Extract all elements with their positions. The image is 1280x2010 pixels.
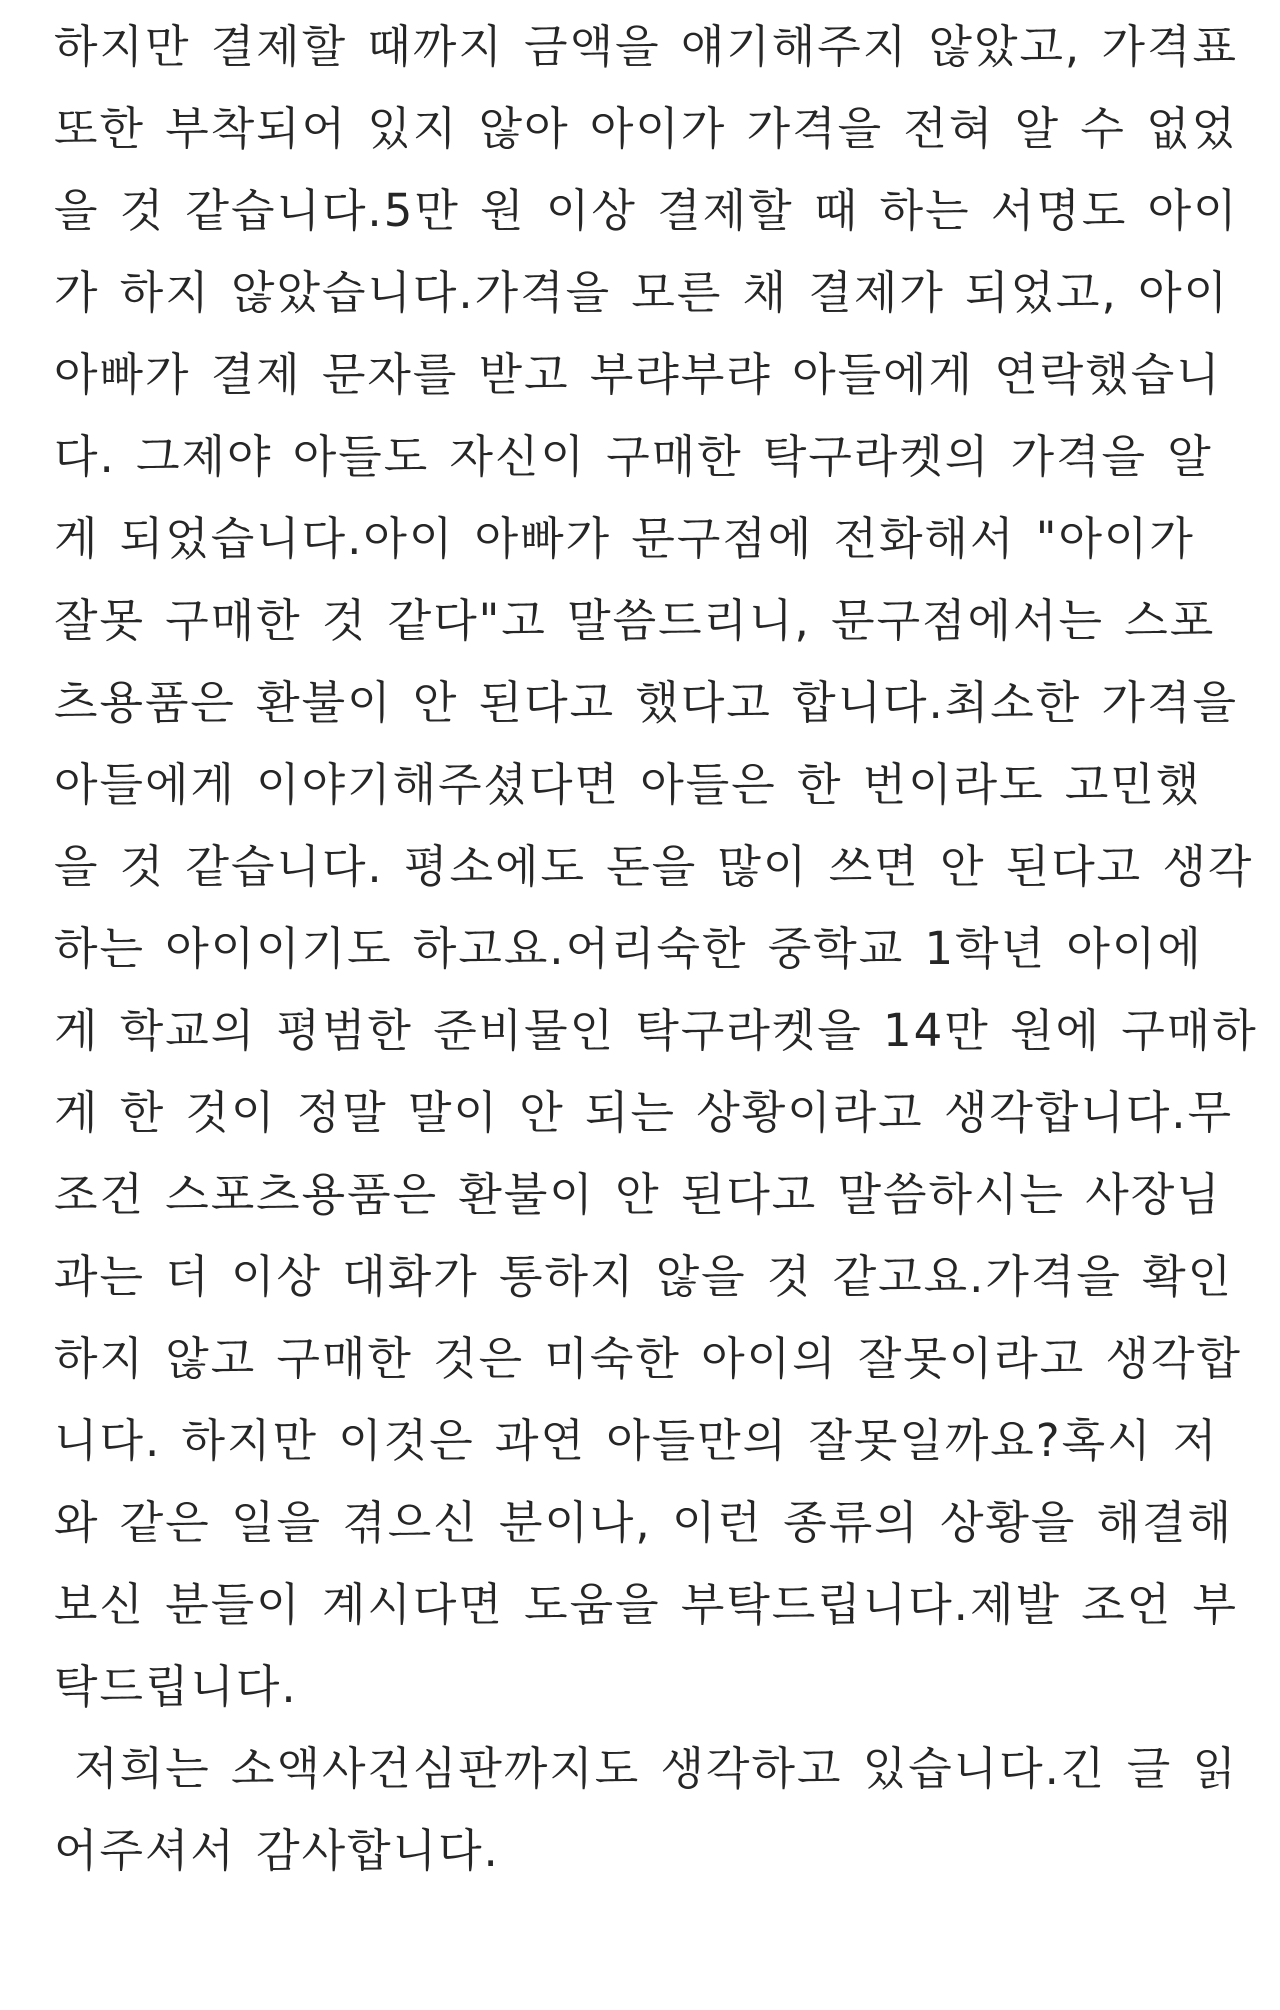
text-line: 을 것 같습니다. 평소에도 돈을 많이 쓰면 안 된다고 생각 xyxy=(54,840,1254,893)
text-line: 탁드립니다. xyxy=(54,1660,298,1713)
text-line: 니다. 하지만 이것은 과연 아들만의 잘못일까요?혹시 저 xyxy=(54,1414,1219,1467)
text-line: 어주셔서 감사합니다. xyxy=(54,1824,500,1877)
text-line: 잘못 구매한 것 같다"고 말씀드리니, 문구점에서는 스포 xyxy=(54,594,1216,647)
text-line: 하지 않고 구매한 것은 미숙한 아이의 잘못이라고 생각합 xyxy=(54,1332,1242,1385)
paragraph-main xyxy=(54,0,1274,1728)
text-line: 하는 아이이기도 하고요.어리숙한 중학교 1학년 아이에 xyxy=(54,922,1203,975)
text-line: 또한 부착되어 있지 않아 아이가 가격을 전혀 알 수 없었 xyxy=(54,102,1238,155)
article-body xyxy=(54,0,1274,1892)
text-line: 게 한 것이 정말 말이 안 되는 상황이라고 생각합니다.무 xyxy=(54,1086,1234,1139)
text-line: 아빠가 결제 문자를 받고 부랴부랴 아들에게 연락했습니 xyxy=(54,348,1222,401)
text-line: 다. 그제야 아들도 자신이 구매한 탁구라켓의 가격을 알 xyxy=(54,430,1213,483)
text-line: 와 같은 일을 겪으신 분이나, 이런 종류의 상황을 해결해 xyxy=(54,1496,1234,1549)
text-line: 하지만 결제할 때까지 금액을 얘기해주지 않았고, 가격표 xyxy=(54,20,1238,73)
text-line: 아들에게 이야기해주셨다면 아들은 한 번이라도 고민했 xyxy=(54,758,1202,811)
text-line: 을 것 같습니다.5만 원 이상 결제할 때 하는 서명도 아이 xyxy=(54,184,1239,237)
text-line: 저희는 소액사건심판까지도 생각하고 있습니다.긴 글 읽 xyxy=(54,1742,1238,1795)
text-line: 조건 스포츠용품은 환불이 안 된다고 말씀하시는 사장님 xyxy=(54,1168,1222,1221)
text-line: 게 되었습니다.아이 아빠가 문구점에 전화해서 "아이가 xyxy=(54,512,1195,565)
text-line: 게 학교의 평범한 준비물인 탁구라켓을 14만 원에 구매하 xyxy=(54,1004,1258,1057)
text-line: 가 하지 않았습니다.가격을 모른 채 결제가 되었고, 아이 xyxy=(54,266,1230,319)
text-line: 보신 분들이 계시다면 도움을 부탁드립니다.제발 조언 부 xyxy=(54,1578,1238,1631)
text-line: 츠용품은 환불이 안 된다고 했다고 합니다.최소한 가격을 xyxy=(54,676,1238,729)
paragraph-closing xyxy=(54,1728,1274,1892)
text-line: 과는 더 이상 대화가 통하지 않을 것 같고요.가격을 확인 xyxy=(54,1250,1234,1303)
